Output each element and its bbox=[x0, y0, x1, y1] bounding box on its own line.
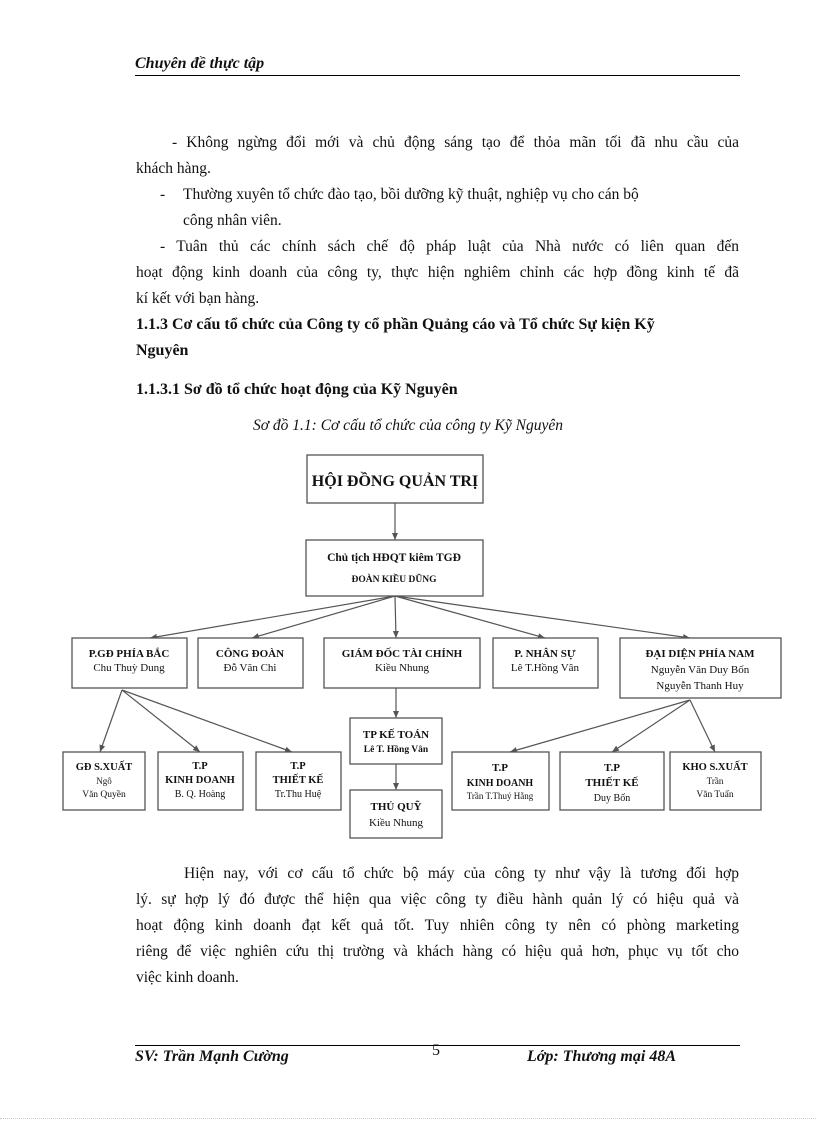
hr-title: P. NHÂN SỰ bbox=[514, 648, 576, 660]
south-design-title-2: THIẾT KẾ bbox=[585, 777, 639, 789]
heading-1-1-3-1: 1.1.3.1 Sơ đồ tổ chức hoạt động của Kỹ Nguyên bbox=[136, 381, 458, 398]
north-sales-title-2: KINH DOANH bbox=[165, 775, 235, 786]
chief-accountant-name: Lê T. Hồng Vân bbox=[363, 745, 429, 755]
bottom-dotted-rule bbox=[0, 1118, 816, 1119]
north-sales-title-1: T.P bbox=[192, 761, 208, 772]
figure-caption: Sơ đồ 1.1: Cơ cấu tổ chức của công ty Kỹ Nguyên bbox=[253, 417, 563, 434]
page-number: 5 bbox=[432, 1042, 440, 1059]
treasurer-title: THỦ QUỸ bbox=[370, 801, 422, 813]
para-line-3: hoạt động kinh doanh đạt kết quả tốt. Tuy nhiên công ty nên có phòng marketing bbox=[136, 917, 739, 934]
para-line-5: việc kinh doanh. bbox=[136, 969, 239, 986]
treasurer-box bbox=[350, 790, 442, 838]
north-design-title-1: T.P bbox=[290, 761, 306, 772]
north-deputy-name: Chu Thuỳ Dung bbox=[93, 662, 165, 674]
treasurer-name: Kiều Nhung bbox=[368, 817, 424, 829]
north-design-name: Tr.Thu Huệ bbox=[274, 789, 322, 800]
union-name: Đỗ Văn Chi bbox=[223, 662, 277, 674]
bullet-1-line-2: khách hàng. bbox=[136, 160, 211, 177]
hr-name: Lê T.Hồng Vân bbox=[510, 662, 580, 674]
para-line-1: Hiện nay, với cơ cấu tổ chức bộ máy của công ty như vậy là tương đối hợp bbox=[184, 865, 739, 882]
para-line-2: lý. sự hợp lý đó được thể hiện qua việc công ty điều hành quản lý có hiệu quả và bbox=[136, 891, 739, 908]
south-sales-title-1: T.P bbox=[492, 762, 508, 774]
north-production-title: GĐ S.XUẤT bbox=[75, 762, 133, 773]
south-rep-title: ĐẠI DIỆN PHÍA NAM bbox=[645, 648, 755, 660]
heading-1-1-3-line-1: 1.1.3 Cơ cấu tổ chức của Công ty cổ phần Quảng cáo và Tổ chức Sự kiện Kỹ bbox=[136, 316, 655, 333]
chair-title: Chủ tịch HĐQT kiêm TGĐ bbox=[327, 552, 461, 564]
bullet-2-dash: - bbox=[160, 186, 166, 203]
bullet-3-line-3: kí kết với bạn hàng. bbox=[136, 290, 260, 307]
south-design-name: Duy Bốn bbox=[593, 793, 631, 804]
bullet-2-line-2: công nhân viên. bbox=[183, 212, 282, 229]
chair-name: ĐOÀN KIỀU DŨNG bbox=[351, 575, 437, 585]
north-production-name-2: Văn Quyền bbox=[82, 790, 126, 800]
chair-box bbox=[306, 540, 483, 596]
south-rep-name-2: Nguyễn Thanh Huy bbox=[656, 680, 744, 692]
page-footer bbox=[135, 1042, 740, 1068]
footer-class: Lớp: Thương mại 48A bbox=[527, 1048, 676, 1065]
south-store-name-2: Văn Tuấn bbox=[696, 790, 734, 800]
south-store-name-1: Trần bbox=[706, 776, 724, 786]
header-title: Chuyên đề thực tập bbox=[135, 55, 265, 72]
bullet-2-line-1: Thường xuyên tổ chức đào tạo, bồi dưỡng kỹ thuật, nghiệp vụ cho cán bộ bbox=[183, 186, 639, 203]
north-sales-name: B. Q. Hoàng bbox=[174, 789, 226, 800]
north-deputy-title: P.GĐ PHÍA BẮC bbox=[88, 648, 170, 660]
cfo-title: GIÁM ĐỐC TÀI CHÍNH bbox=[341, 648, 463, 660]
board-title: HỘI ĐỒNG QUẢN TRỊ bbox=[311, 473, 479, 490]
south-sales-title-2: KINH DOANH bbox=[466, 778, 534, 789]
chief-accountant-title: TP KẾ TOÁN bbox=[362, 729, 430, 741]
para-line-4: riêng để việc nghiên cứu thị trường và khách hàng có hiệu quả hơn, phục vụ tốt cho bbox=[136, 943, 739, 960]
heading-1-1-3-line-2: Nguyên bbox=[136, 342, 189, 359]
bullet-1-line-1: - Không ngừng đổi mới và chủ động sáng tạo để thỏa mãn tối đã nhu cầu của bbox=[172, 134, 739, 151]
south-store-title: KHO S.XUẤT bbox=[682, 762, 748, 773]
footer-student: SV: Trần Mạnh Cường bbox=[135, 1048, 289, 1065]
south-design-title-1: T.P bbox=[604, 762, 620, 774]
south-rep-name-1: Nguyễn Văn Duy Bốn bbox=[650, 664, 750, 676]
south-sales-name: Trần T.Thuý Hằng bbox=[466, 791, 534, 801]
bullet-3-line-1: - Tuân thủ các chính sách chế độ pháp luật của Nhà nước có liên quan đến bbox=[160, 238, 739, 255]
bullet-3-line-2: hoạt động kinh doanh của công ty, thực hiện nghiêm chỉnh các hợp đồng kinh tế đã bbox=[136, 264, 739, 281]
north-production-name-1: Ngô bbox=[96, 776, 112, 786]
union-title: CÔNG ĐOÀN bbox=[215, 648, 285, 660]
cfo-name: Kiều Nhung bbox=[374, 662, 430, 674]
north-design-title-2: THIẾT KẾ bbox=[272, 775, 324, 786]
chief-accountant-box bbox=[350, 718, 442, 764]
